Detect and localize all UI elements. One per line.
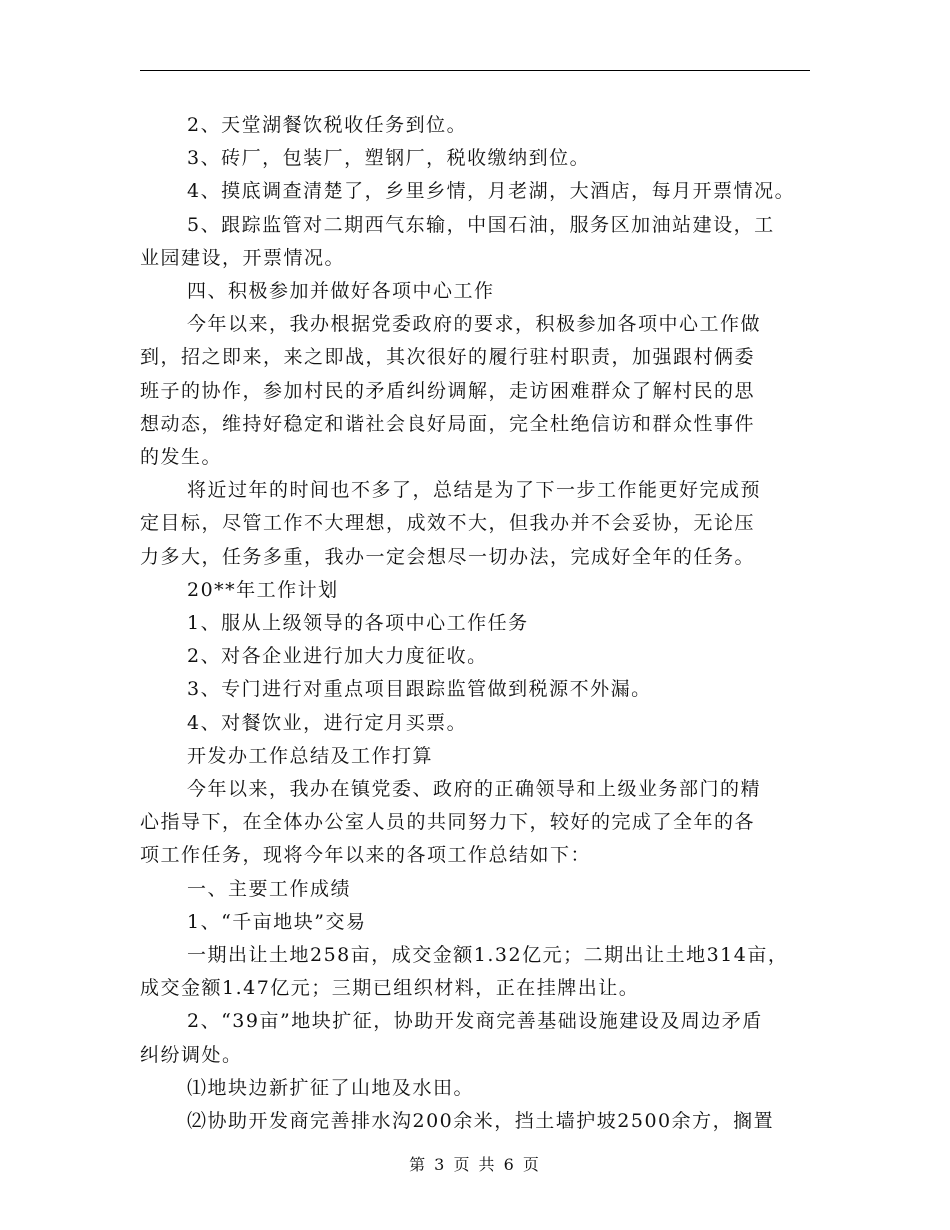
text-line: 业园建设，开票情况。 bbox=[140, 246, 346, 269]
text-line: 3、砖厂，包装厂，塑钢厂，税收缴纳到位。 bbox=[187, 147, 591, 170]
text-line: 纠纷调处。 bbox=[140, 1043, 243, 1066]
text-line: 今年以来，我办根据党委政府的要求，积极参加各项中心工作做 bbox=[187, 313, 762, 336]
text-line: 班子的协作，参加村民的矛盾纠纷调解，走访困难群众了解村民的思 bbox=[140, 379, 756, 402]
text-line: 2、天堂湖餐饮税收任务到位。 bbox=[187, 114, 468, 136]
text-line: 今年以来，我办在镇党委、政府的正确领导和上级业务部门的精 bbox=[187, 778, 762, 801]
text-line: 2、对各企业进行加大力度征收。 bbox=[187, 645, 488, 668]
text-line: ⑵协助开发商完善排水沟200余米，挡土墙护坡2500余方，搁置 bbox=[187, 1110, 775, 1133]
text-line: 项工作任务，现将今年以来的各项工作总结如下： bbox=[140, 844, 592, 867]
text-line: 1、服从上级领导的各项中心工作任务 bbox=[187, 612, 529, 635]
text-line: 5、跟踪监管对二期西气东输，中国石油，服务区加油站建设，工 bbox=[187, 213, 775, 236]
text-line: 力多大，任务多重，我办一定会想尽一切办法，完成好全年的任务。 bbox=[140, 545, 756, 568]
text-line: ⑴地块边新扩征了山地及水田。 bbox=[187, 1076, 475, 1099]
text-line: 一期出让土地258亩，成交金额1.32亿元；二期出让土地314亩， bbox=[187, 944, 789, 967]
text-line: 开发办工作总结及工作打算 bbox=[187, 744, 434, 767]
text-line: 4、对餐饮业，进行定月买票。 bbox=[187, 711, 468, 734]
text-line: 1、“千亩地块”交易 bbox=[187, 910, 367, 933]
text-line: 2、“39亩”地块扩征，协助开发商完善基础设施建设及周边矛盾 bbox=[187, 1010, 763, 1033]
document-body bbox=[140, 109, 812, 1138]
text-line: 心指导下，在全体办公室人员的共同努力下，较好的完成了全年的各 bbox=[140, 811, 756, 834]
text-line: 20**年工作计划 bbox=[187, 578, 339, 601]
text-line: 3、专门进行对重点项目跟踪监管做到税源不外漏。 bbox=[187, 678, 652, 701]
text-line: 成交金额1.47亿元；三期已组织材料，正在挂牌出让。 bbox=[140, 977, 640, 1000]
page-footer: 第 3 页 共 6 页 bbox=[409, 1155, 541, 1174]
text-line: 的发生。 bbox=[140, 446, 223, 469]
text-line: 将近过年的时间也不多了，总结是为了下一步工作能更好完成预 bbox=[187, 479, 762, 502]
header-rule bbox=[140, 70, 810, 71]
text-line: 到，招之即来，来之即战，其次很好的履行驻村职责，加强跟村俩委 bbox=[140, 346, 756, 369]
text-line: 一、主要工作成绩 bbox=[187, 877, 352, 900]
text-line: 想动态，维持好稳定和谐社会良好局面，完全杜绝信访和群众性事件 bbox=[140, 412, 756, 435]
text-line: 四、积极参加并做好各项中心工作 bbox=[187, 280, 495, 303]
text-line: 定目标，尽管工作不大理想，成效不大，但我办并不会妥协，无论压 bbox=[140, 512, 756, 535]
text-line: 4、摸底调查清楚了，乡里乡情，月老湖，大酒店，每月开票情况。 bbox=[187, 180, 796, 203]
